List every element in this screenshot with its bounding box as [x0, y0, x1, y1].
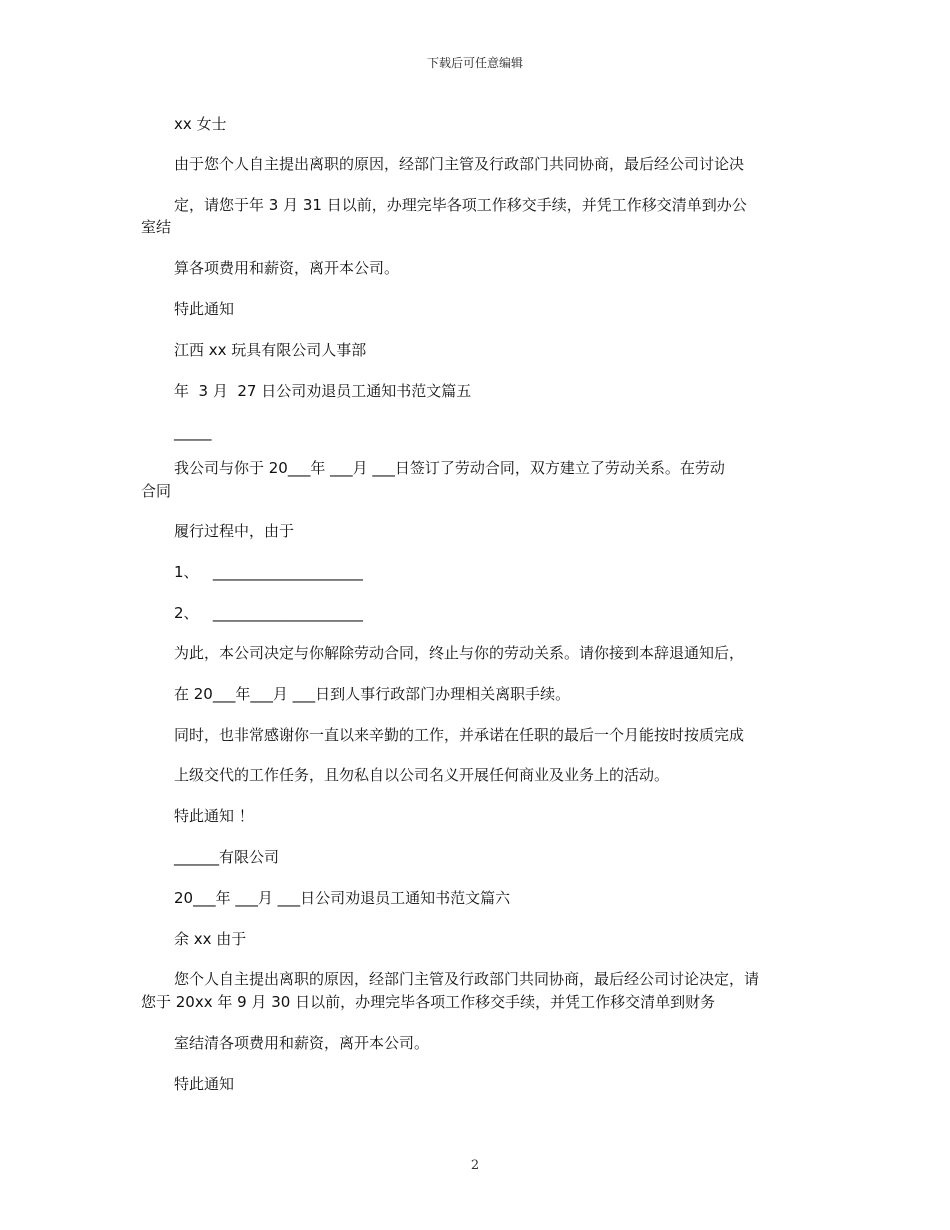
notice-line: 特此通知: [174, 300, 235, 318]
paragraph-line: 室结: [141, 218, 172, 236]
blank-line: _____: [174, 423, 212, 441]
paragraph-line: 上级交代的工作任务，且勿私自以公司名义开展任何商业及业务上的活动。: [174, 766, 670, 784]
notice-line: 特此通知: [174, 1075, 235, 1093]
list-item: 2、 ____________________: [174, 604, 363, 622]
paragraph-line: 定，请您于年 3 月 31 日以前，办理完毕各项工作移交手续，并凭工作移交清单到办公: [174, 196, 747, 214]
date-heading-line: 20___年 ___月 ___日公司劝退员工通知书范文篇六: [174, 889, 511, 907]
salutation-line: xx 女士: [174, 115, 227, 133]
paragraph-line: 我公司与你于 20___年 ___月 ___日签订了劳动合同，双方建立了劳动关系。在劳动: [174, 459, 725, 477]
paragraph-line: 由于您个人自主提出离职的原因，经部门主管及行政部门共同协商，最后经公司讨论决: [174, 155, 745, 173]
date-heading-line: 年 3 月 27 日公司劝退员工通知书范文篇五: [174, 382, 472, 400]
paragraph-line: 在 20___年___月 ___日到人事行政部门办理相关离职手续。: [174, 685, 571, 703]
list-item: 1、 ____________________: [174, 563, 363, 581]
paragraph-line: 您于 20xx 年 9 月 30 日以前，办理完毕各项工作移交手续，并凭工作移交清单到财务: [141, 993, 716, 1011]
notice-line: 特此通知 ！: [174, 807, 254, 825]
paragraph-line: 履行过程中，由于: [174, 522, 295, 540]
paragraph-line: 您个人自主提出离职的原因，经部门主管及行政部门共同协商，最后经公司讨论决定，请: [174, 970, 760, 988]
paragraph-line: 合同: [141, 482, 172, 500]
signature-line: 江西 xx 玩具有限公司人事部: [174, 341, 367, 359]
paragraph-line: 算各项费用和薪资，离开本公司。: [174, 259, 400, 277]
paragraph-line: 室结清各项费用和薪资，离开本公司。: [174, 1034, 430, 1052]
page-header: 下载后可任意编辑: [426, 56, 523, 70]
paragraph-line: 同时，也非常感谢你一直以来辛勤的工作，并承诺在任职的最后一个月能按时按质完成: [174, 726, 745, 744]
page-number: 2: [470, 1158, 480, 1173]
signature-line: ______有限公司: [174, 848, 280, 866]
paragraph-line: 为此，本公司决定与你解除劳动合同，终止与你的劳动关系。请你接到本辞退通知后，: [174, 644, 745, 662]
salutation-line: 余 xx 由于: [174, 930, 247, 948]
